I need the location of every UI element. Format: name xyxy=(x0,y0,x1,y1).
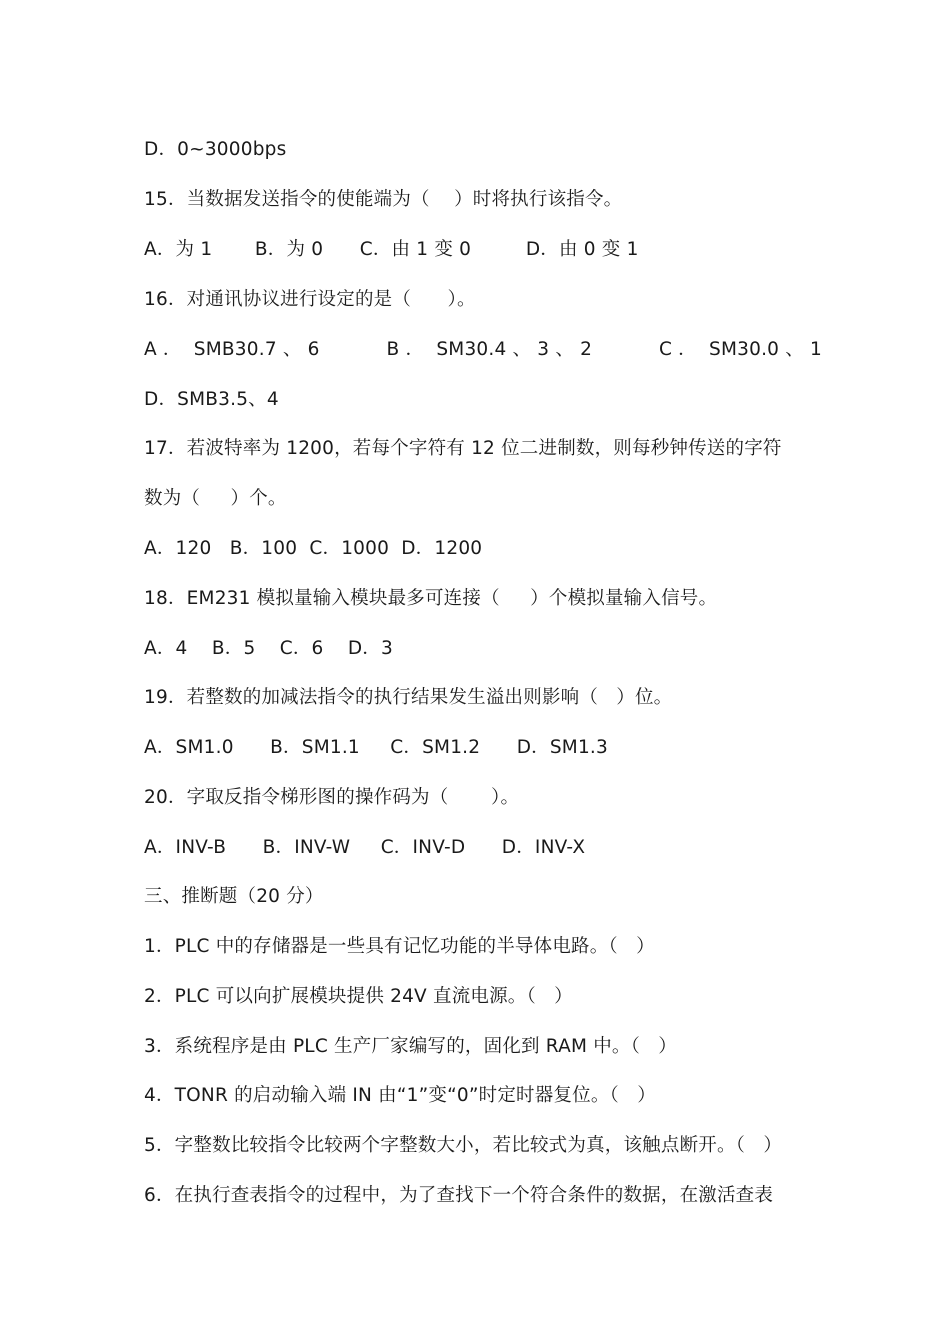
options-17: A．120 B．100 C．1000 D．1200 xyxy=(144,538,483,559)
judgement-3: 3．系统程序是由 PLC 生产厂家编写的，固化到 RAM 中。（ ） xyxy=(144,1036,677,1057)
question-16: 16．对通讯协议进行设定的是（ ）。 xyxy=(144,289,476,310)
options-16-line-2: D．SMB3.5、4 xyxy=(144,389,279,410)
question-17-line-1: 17．若波特率为 1200，若每个字符有 12 位二进制数，则每秒钟传送的字符 xyxy=(144,438,782,459)
section-heading-judgement: 三、推断题（20 分） xyxy=(144,886,324,907)
question-15: 15．当数据发送指令的使能端为（ ）时将执行该指令。 xyxy=(144,189,623,210)
question-17-line-2: 数为（ ）个。 xyxy=(144,488,287,509)
question-19: 19．若整数的加减法指令的执行结果发生溢出则影响（ ）位。 xyxy=(144,687,673,708)
question-20: 20．字取反指令梯形图的操作码为（ ）。 xyxy=(144,787,520,808)
judgement-6: 6．在执行查表指令的过程中，为了查找下一个符合条件的数据，在激活查表 xyxy=(144,1185,774,1206)
judgement-1: 1．PLC 中的存储器是一些具有记忆功能的半导体电路。（ ） xyxy=(144,936,655,957)
question-18: 18．EM231 模拟量输入模块最多可连接（ ）个模拟量输入信号。 xyxy=(144,588,718,609)
options-19: A．SM1.0 B．SM1.1 C．SM1.2 D．SM1.3 xyxy=(144,737,608,758)
options-16-line-1: A ． SMB30.7 、 6 B ． SM30.4 、 3 、 2 C ． SM30.0 、 1 xyxy=(144,339,822,360)
options-20: A．INV-B B．INV-W C．INV-D D．INV-X xyxy=(144,837,586,858)
options-18: A．4 B．5 C．6 D．3 xyxy=(144,638,393,659)
options-15: A．为 1 B．为 0 C．由 1 变 0 D．由 0 变 1 xyxy=(144,239,639,260)
option-line-d-0-3000bps: D．0~3000bps xyxy=(144,139,287,160)
judgement-4: 4．TONR 的启动输入端 IN 由“1”变“0”时定时器复位。（ ） xyxy=(144,1085,656,1106)
judgement-5: 5．字整数比较指令比较两个字整数大小，若比较式为真，该触点断开。（ ） xyxy=(144,1135,783,1156)
judgement-2: 2．PLC 可以向扩展模块提供 24V 直流电源。（ ） xyxy=(144,986,573,1007)
